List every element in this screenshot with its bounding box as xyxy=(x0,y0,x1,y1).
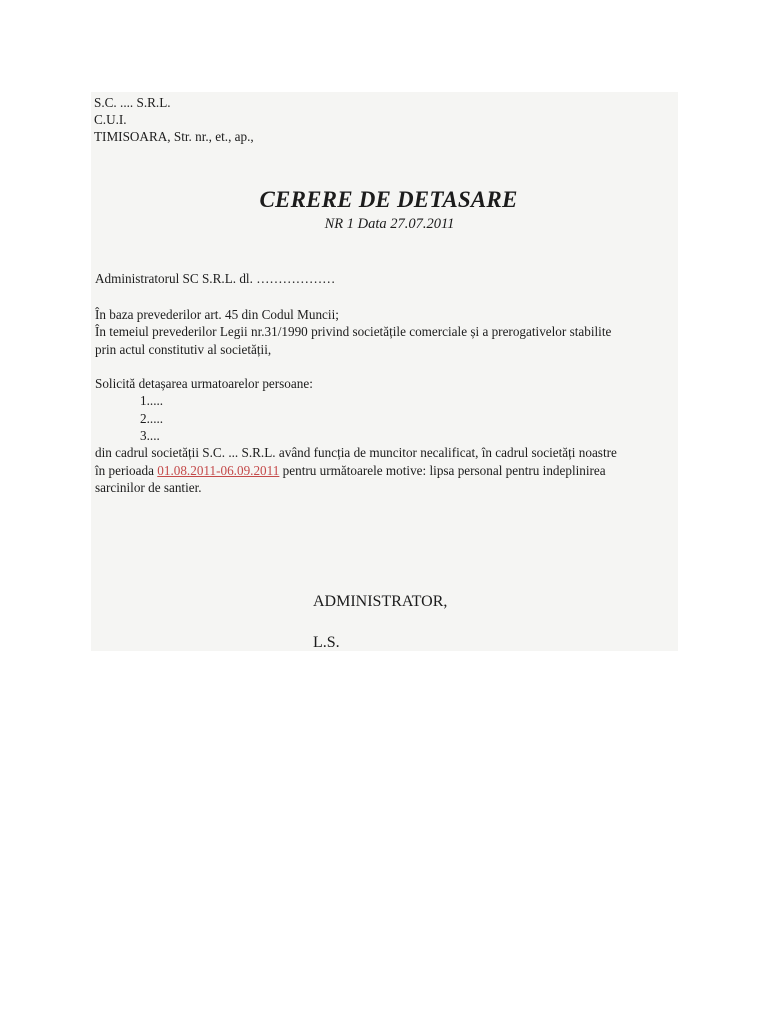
company-name: S.C. .... S.R.L. xyxy=(94,95,171,110)
legal-ground-line-1: În temeiul prevederilor Legii nr.31/1990 privind societățile comerciale și a prerogativelor stabilite xyxy=(95,324,612,339)
document-number-date: NR 1 Data 27.07.2011 xyxy=(324,216,455,232)
seal-label: L.S. xyxy=(313,634,340,651)
signature-role: ADMINISTRATOR, xyxy=(313,593,448,610)
legal-ground-line-2: prin actul constitutiv al societății, xyxy=(95,342,272,357)
reason-line-end: sarcinilor de santier. xyxy=(95,480,202,495)
document-scan xyxy=(91,92,678,651)
period-dates: 01.08.2011-06.09.2011 xyxy=(157,463,280,478)
period-prefix: în perioada xyxy=(95,463,158,478)
administrator-line: Administratorul SC S.R.L. dl. ……………… xyxy=(95,271,336,286)
cui-label: C.U.I. xyxy=(94,112,127,127)
request-line: Solicită detașarea urmatoarelor persoane: xyxy=(95,376,313,391)
company-address: TIMISOARA, Str. nr., et., ap., xyxy=(94,129,254,144)
person-item-1: 1..... xyxy=(140,393,164,408)
company-function-line: din cadrul societății S.C. ... S.R.L. având funcția de muncitor necalificat, în cadrul societăți noastre xyxy=(95,445,617,460)
person-item-3: 3.... xyxy=(140,428,160,443)
period-suffix: pentru următoarele motive: lipsa personal pentru indeplinirea xyxy=(279,463,606,478)
person-item-2: 2..... xyxy=(140,411,164,426)
legal-basis-line: În baza prevederilor art. 45 din Codul Muncii; xyxy=(95,307,339,322)
period-line xyxy=(95,463,606,479)
document-title: CERERE DE DETASARE xyxy=(259,187,518,212)
